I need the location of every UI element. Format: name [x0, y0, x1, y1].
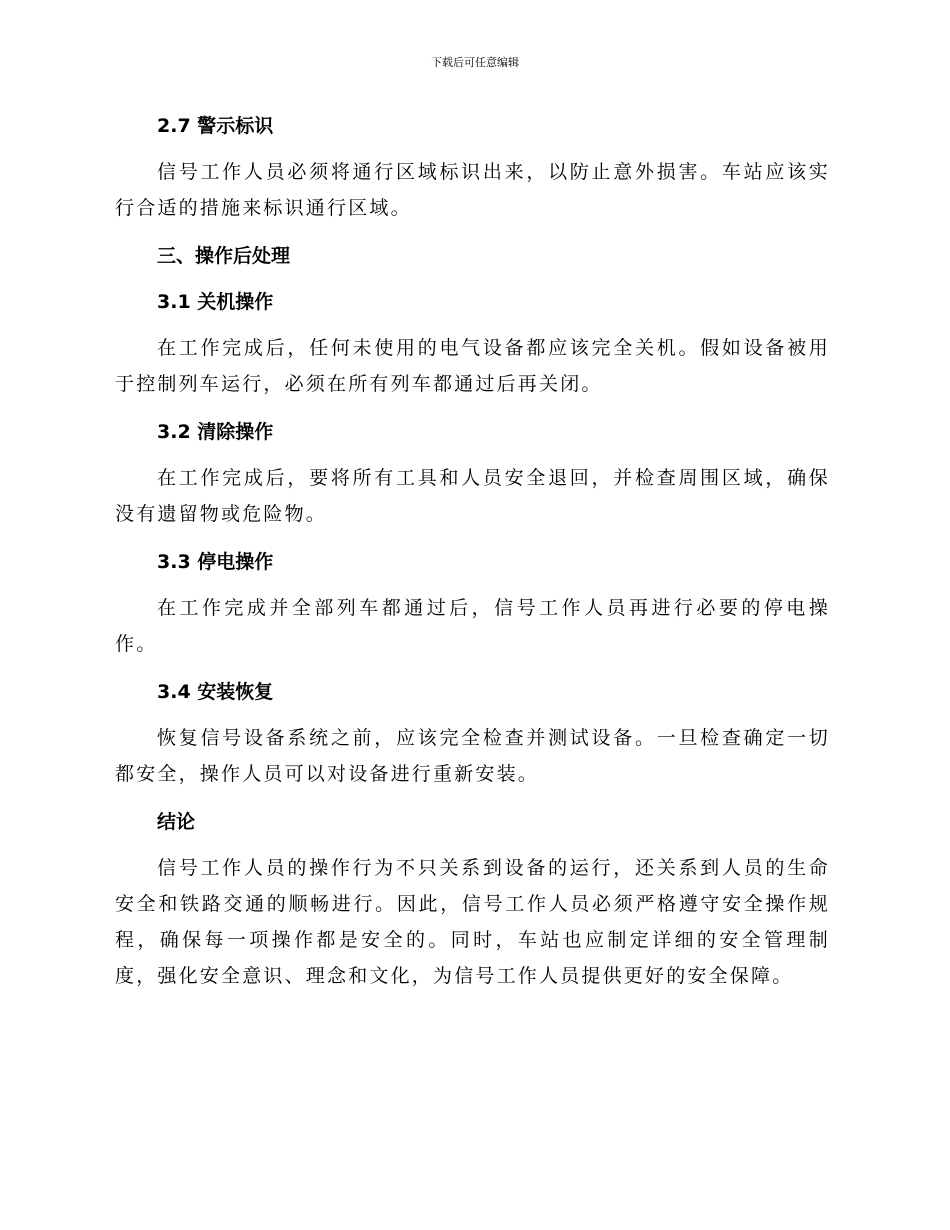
chapter-heading-3: 三、操作后处理	[157, 245, 291, 267]
section-paragraph-2-7: 信号工作人员必须将通行区域标识出来，以防止意外损害。车站应该实行合适的措施来标识通行区域。	[115, 161, 830, 219]
conclusion-paragraph: 信号工作人员的操作行为不只关系到设备的运行，还关系到人员的生命安全和铁路交通的顺畅进行。因此，信号工作人员必须严格遵守安全操作规程，确保每一项操作都是安全的。同时，车站也应制定详细的安全管理制度，强化安全意识、理念和文化，为信号工作人员提供更好的安全保障。	[115, 857, 830, 987]
conclusion-heading: 结论	[157, 811, 196, 833]
page-header: 下载后可任意编辑	[431, 56, 519, 69]
section-heading-3-1: 3.1 关机操作	[157, 291, 274, 313]
section-paragraph-3-3: 在工作完成并全部列车都通过后，信号工作人员再进行必要的停电操作。	[115, 597, 830, 655]
section-paragraph-3-1: 在工作完成后，任何未使用的电气设备都应该完全关机。假如设备被用于控制列车运行，必须在所有列车都通过后再关闭。	[115, 337, 830, 395]
section-paragraph-3-2: 在工作完成后，要将所有工具和人员安全退回，并检查周围区域，确保没有遗留物或危险物。	[115, 467, 830, 525]
section-heading-3-2: 3.2 清除操作	[157, 421, 274, 443]
section-paragraph-3-4: 恢复信号设备系统之前，应该完全检查并测试设备。一旦检查确定一切都安全，操作人员可以对设备进行重新安装。	[115, 727, 830, 785]
section-heading-3-4: 3.4 安装恢复	[157, 681, 274, 703]
document-body	[115, 110, 830, 994]
section-heading-2-7: 2.7 警示标识	[157, 115, 274, 137]
section-heading-3-3: 3.3 停电操作	[157, 551, 274, 573]
